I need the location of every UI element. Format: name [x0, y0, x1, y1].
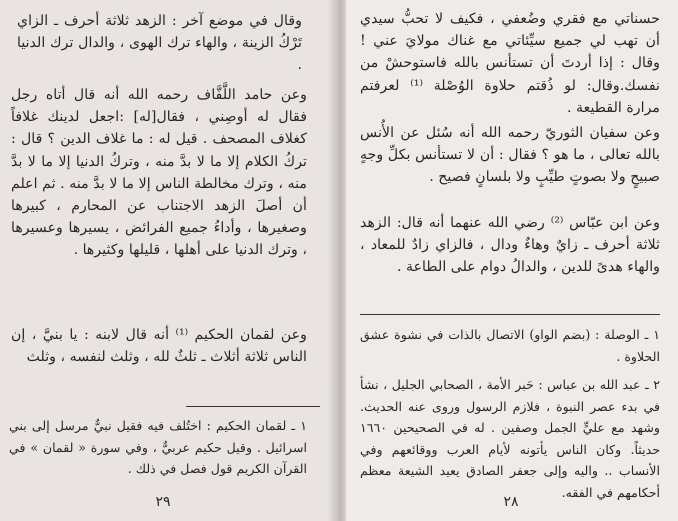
left-page-number: ٢٩ — [155, 494, 171, 510]
right-page — [346, 0, 678, 521]
right-paragraph-3: وعن ابن عبّاس ⁽²⁾ رضي الله عنهما أنه قال: الزهد ثلاثة أحرف ـ زايٌ وهاءٌ ودال ، فالزاي زادٌ للمعاد ، والهاء هدىً للدين ، والدالُ دوام على الطاعة . — [360, 215, 660, 276]
right-paragraph-1: حسناتي مع فقري وضُعفي ، فكيف لا تحبُّ سيدي أن تهب لي جميع سيِّئاتي مع غناك مولايَ عني ! وقال : إذا أردتَ أن تستأنس بالله فاستوحشْ من نفسك.وقال: لو ذُقتم حلاوة الوُصْلة ⁽¹⁾ لعرفتم مرارة القطيعة . — [360, 11, 661, 116]
right-page-number: ٢٨ — [503, 494, 519, 510]
left-paragraph-2: وعن حامد اللَّفَّاف رحمه الله أنه قال أتاه رجل فقال له أوصِني ، فقال[له] :اجعل لدينك غلافاً كغلاف المصحف . قيل له : ما غلاف الدين ؟ قال : تركُ الكلام إلا ما لا بدَّ منه ، وتركُ الدنيا إلا ما لا بدَّ منه ، وترك مخالطة الناس إلا ما لا بدَّ منه . ثم اعلم أن أصلَ الزهد الاجتناب عن المحارم ، كبيرها وصغيرها ، وأداءُ جميع الفرائض ، يسيرها وعسيرها ، وترك الدنيا على أهلها ، قليلها وكثيرها . — [11, 87, 307, 259]
left-paragraph-1: وقال في موضع آخر : الزهد ثلاثة أحرف ـ الزاي تَرْكُ الزينة ، والهاء ترك الهوى ، والدال ترك الدنيا . — [17, 13, 302, 74]
left-footnote: ١ ـ لقمان الحكيم : اختُلف فيه فقيل نبيٌّ مرسل إلى بني اسرائيل . وقيل حكيم عربيٌّ ، وفي سورة « لقمان » في القرآن الكريم قول فصل في ذلك . — [9, 418, 307, 477]
left-paragraph-3: وعن لقمان الحكيم ⁽¹⁾ أنه قال لابنه : يا بنيَّ ، إن الناس ثلاثة أثلاث ـ ثلثٌ لله ، وثلث لنفسه ، وثلث — [11, 327, 307, 366]
left-footnote-rule — [186, 406, 320, 407]
right-footnote-2: ٢ ـ عبد الله بن عباس : حَبر الأمة ، الصحابي الجليل ، نشأ في بدء عصر النبوة ، فلازم الرسول وروى عنه الحديث. وشهد مع عليٍّ الجمل وصفين . له في الصحيحين ١٦٦٠ حديثاً. وكان الناس يأتونه لأيام العرب ووقائعهم وفي الأنساب .. واليه وإلى جعفر الصادق يعيد الشيعة معظم أحكامهم في الفقه. — [360, 377, 660, 500]
right-paragraph-2: وعن سفيان الثوريّ رحمه الله أنه سُئل عن الأُنس بالله تعالى ، ما هو ؟ فقال : أن لا تستأنس بكلِّ وجهٍ صبيحٍ ولا بصوتٍ طيِّبٍ ولا بلسانٍ فصيح . — [360, 125, 660, 186]
right-footnote-1: ١ ـ الوصلة : (بضم الواو) الاتصال بالذات في نشوة عشق الحلاوة . — [360, 327, 660, 364]
left-page — [0, 0, 332, 521]
right-footnote-rule — [360, 314, 660, 315]
